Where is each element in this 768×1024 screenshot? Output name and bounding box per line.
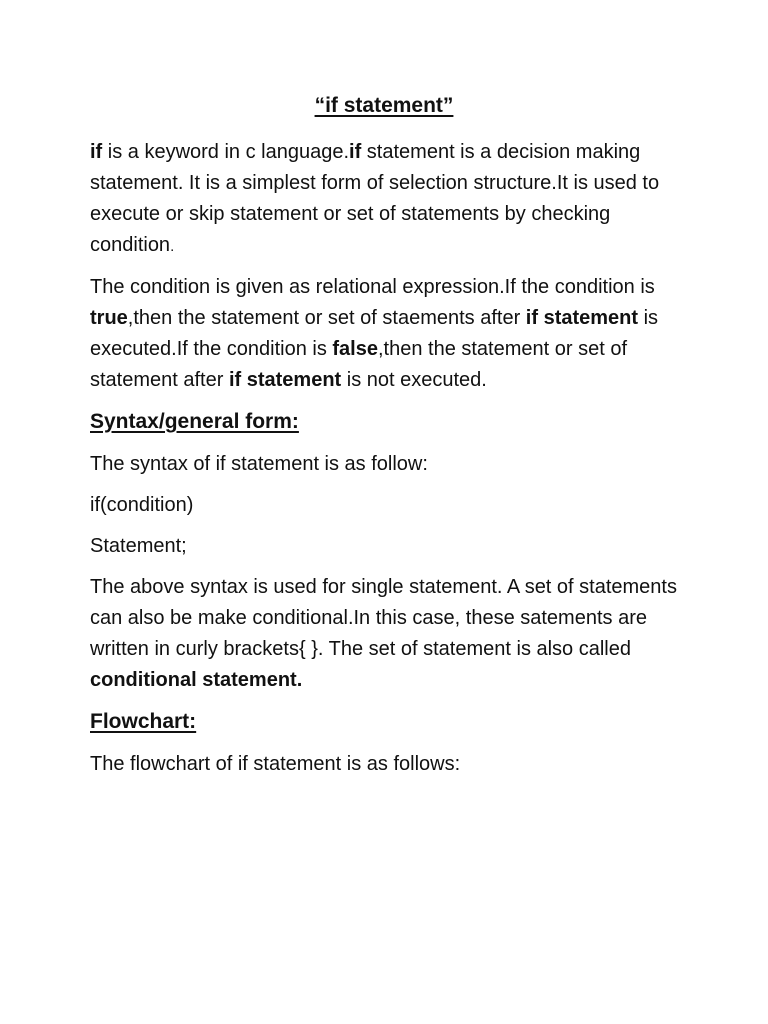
intro-paragraph <box>90 137 690 262</box>
text: The condition is given as relational expression.If the condition is <box>90 276 655 298</box>
text: is executed.If the condition is <box>90 307 659 360</box>
keyword-false: false <box>332 338 378 360</box>
flowchart-intro: The flowchart of if statement is as follows: <box>90 753 461 775</box>
text: statement is a decision making statement. It is a simplest form of selection structure.It is used to execute or skip statement or set of statements by checking condition <box>90 141 660 256</box>
block-paragraph <box>90 572 690 696</box>
syntax-line-1: if(condition) <box>90 494 194 516</box>
text: ,then the statement or set of staements after <box>127 307 526 329</box>
text: . <box>170 238 175 255</box>
syntax-heading: Syntax/general form: <box>90 410 299 433</box>
flowchart-heading: Flowchart: <box>90 710 197 733</box>
text: The above syntax is used for single statement. A set of statements can also be make conditional.In this case, these satements are written in curly brackets{ }. The set of statement is also called <box>90 576 677 660</box>
syntax-intro: The syntax of if statement is as follow: <box>90 453 428 475</box>
keyword-if-statement: if statement <box>228 369 342 391</box>
text: is a keyword in c language. <box>102 141 350 163</box>
keyword-true: true <box>90 307 128 329</box>
text: ,then the statement or set of statement after <box>90 338 628 391</box>
syntax-line-2: Statement; <box>90 535 187 557</box>
condition-paragraph <box>90 272 690 396</box>
text: is not executed. <box>341 369 487 391</box>
page-title: “if statement” <box>314 94 454 117</box>
keyword-if: if <box>90 141 103 163</box>
keyword-if: if <box>349 141 362 163</box>
keyword-if-statement: if statement <box>525 307 639 329</box>
keyword-conditional-statement: conditional statement. <box>90 669 303 691</box>
document-body <box>90 137 690 790</box>
